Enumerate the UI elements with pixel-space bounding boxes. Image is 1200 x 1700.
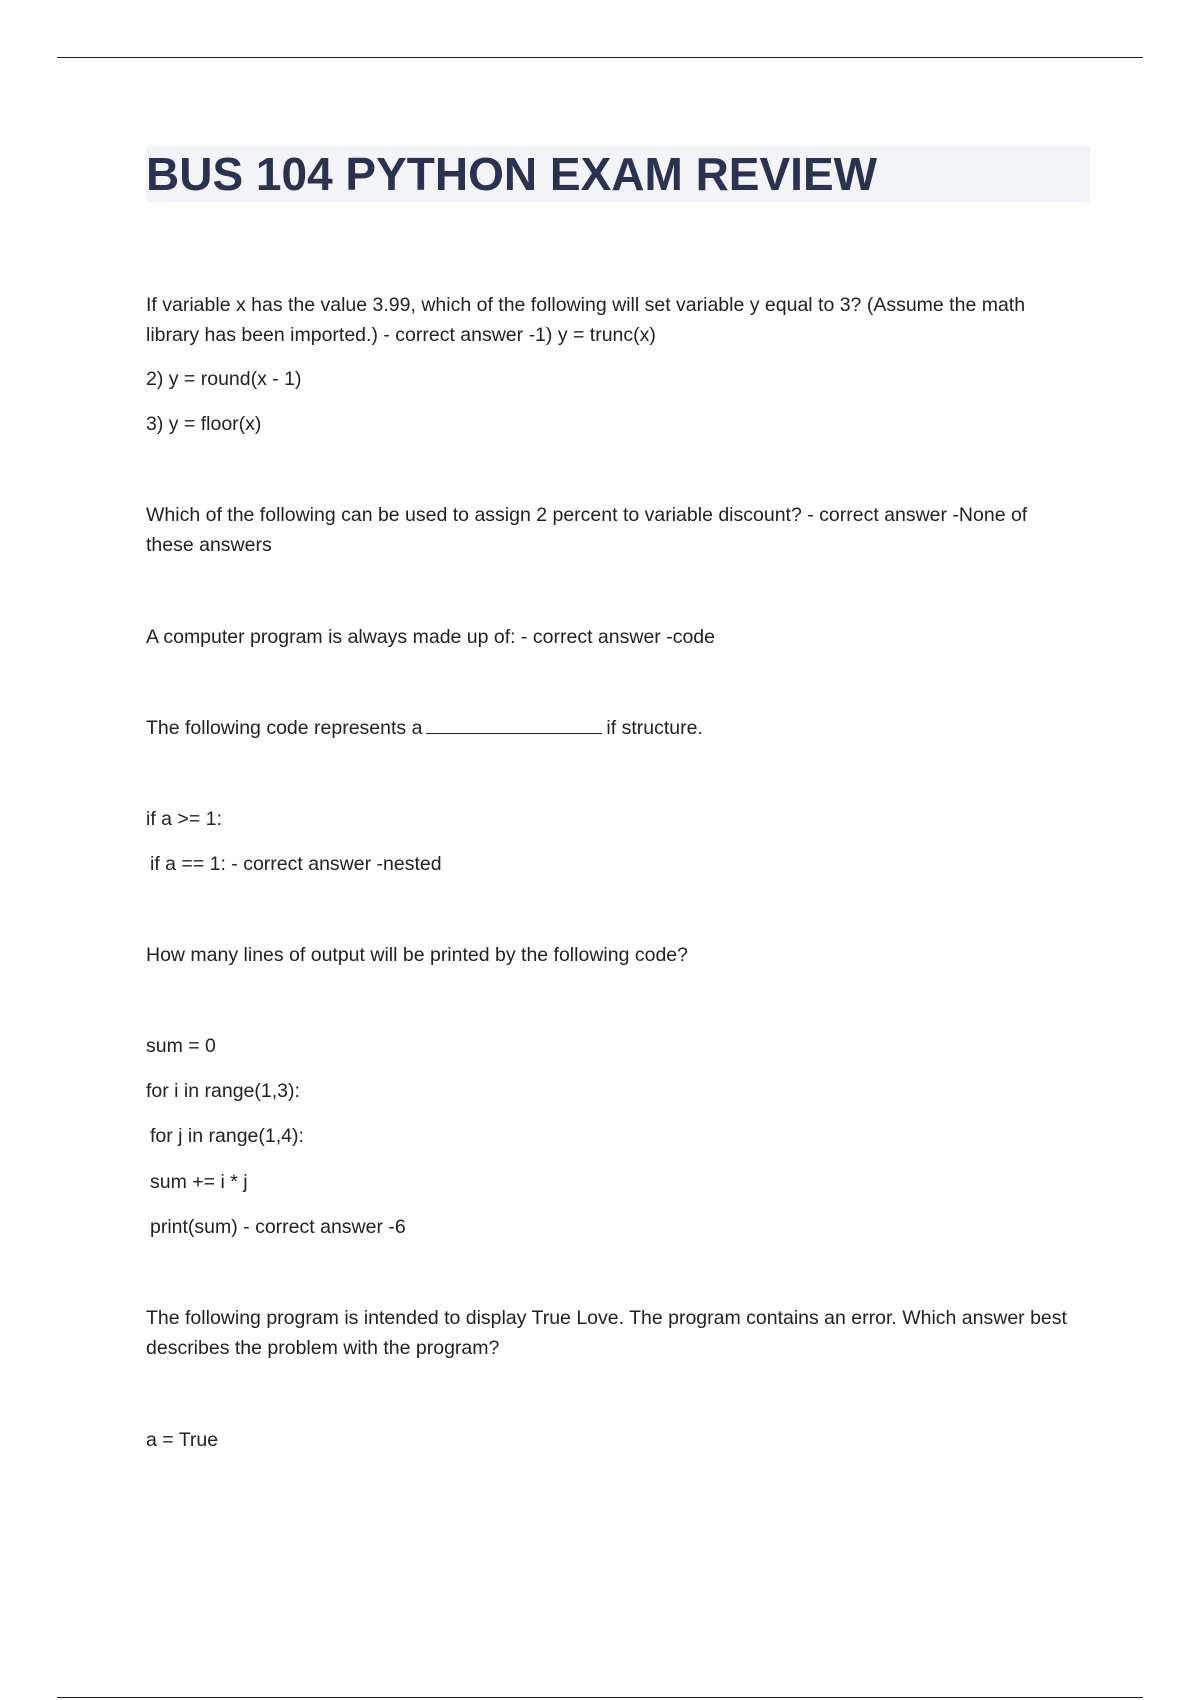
question-5-code-line-1: sum = 0 xyxy=(146,1035,216,1057)
question-1-option-3: 3) y = floor(x) xyxy=(146,413,262,435)
question-6-code-line-1: a = True xyxy=(146,1429,219,1451)
bottom-rule xyxy=(57,1697,1143,1698)
question-4-code-line-2: if a == 1: - correct answer -nested xyxy=(150,853,442,875)
question-2: Which of the following can be used to assign 2 percent to variable discount? - correct answer -None of these answers xyxy=(146,504,1028,556)
document-title: BUS 104 PYTHON EXAM REVIEW xyxy=(146,148,878,200)
question-4-prefix: The following code represents a xyxy=(146,717,423,739)
question-1: If variable x has the value 3.99, which of the following will set variable y equal to 3? (Assume the math library has been imported.) - correct answer -1) y = trunc(x) xyxy=(146,294,1026,346)
question-5-code-line-4: sum += i * j xyxy=(150,1171,248,1193)
top-rule xyxy=(57,57,1143,58)
question-4 xyxy=(146,713,1076,743)
question-3: A computer program is always made up of: - correct answer -code xyxy=(146,626,715,648)
question-4-code-line-1: if a >= 1: xyxy=(146,808,222,830)
question-5: How many lines of output will be printed by the following code? xyxy=(146,944,688,966)
question-6: The following program is intended to display True Love. The program contains an error. Which answer best describes the problem with the program? xyxy=(146,1307,1067,1359)
question-1-option-2: 2) y = round(x - 1) xyxy=(146,368,302,390)
fill-in-blank xyxy=(426,733,602,734)
question-4-suffix: if structure. xyxy=(606,717,703,739)
question-5-code-line-3: for j in range(1,4): xyxy=(150,1125,304,1147)
question-5-code-line-5: print(sum) - correct answer -6 xyxy=(150,1216,406,1238)
question-5-code-line-2: for i in range(1,3): xyxy=(146,1080,300,1102)
